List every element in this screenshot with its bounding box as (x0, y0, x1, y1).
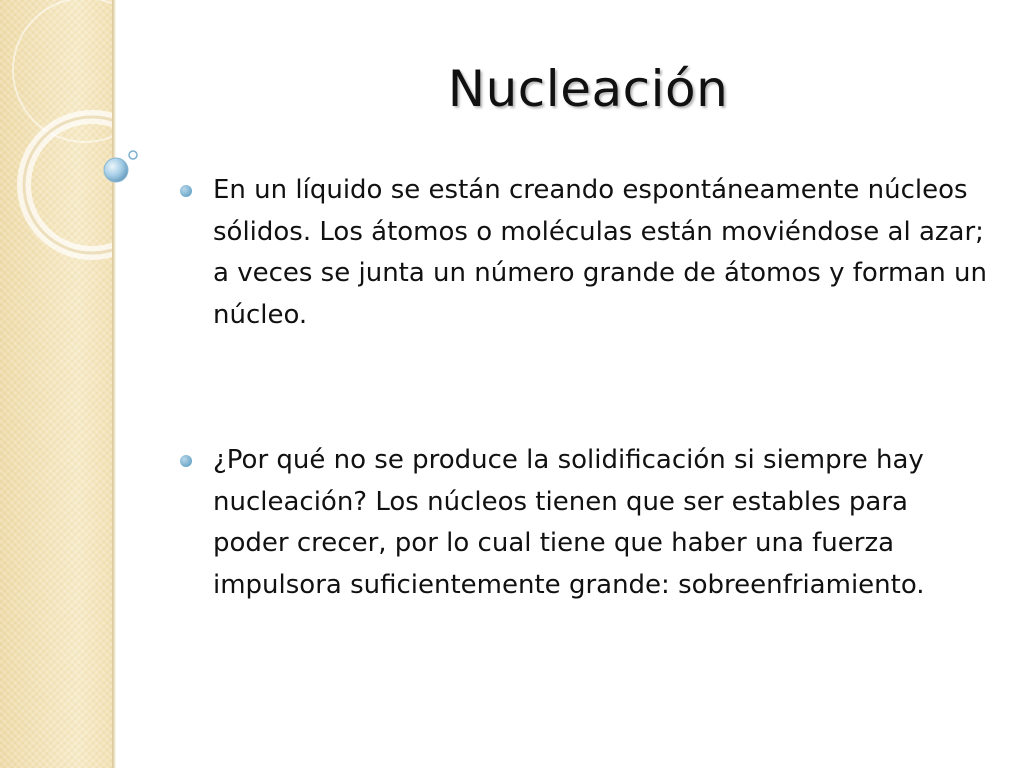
decorative-sidebar (0, 0, 112, 768)
slide-title: Nucleación (447, 60, 729, 118)
decorative-bubble-icon (98, 145, 142, 189)
decorative-circles-graphic (0, 0, 112, 300)
bullet-item (180, 170, 990, 336)
bullet-text: En un líquido se están creando espontáneamente núcleos sólidos. Los átomos o moléculas están moviéndose al azar; a veces se junta un número grande de átomos y forman un núcleo. (213, 175, 987, 330)
bullet-dot-icon (180, 455, 192, 467)
bullet-list (180, 170, 990, 606)
bullet-text: ¿Por qué no se produce la solidificación si siempre hay nucleación? Los núcleos tienen que ser estables para poder crecer, por lo cual tiene que haber una fuerza impulsora suficientemente grande: sobreenfriamiento. (213, 445, 925, 600)
bullet-item (180, 440, 990, 606)
bullet-dot-icon (180, 185, 192, 197)
